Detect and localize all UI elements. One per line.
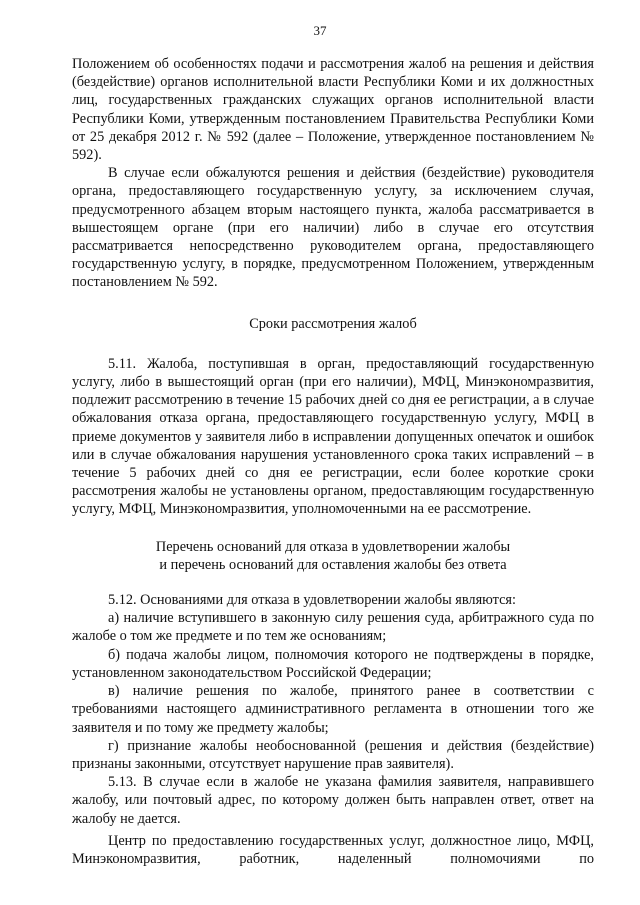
list-item-v: в) наличие решения по жалобе, принятого ранее в соответствии с требованиями настоящего административного регламента в отношении того же заявителя и по тому же предмету жалобы;: [72, 683, 594, 736]
paragraph-5-11: 5.11. Жалоба, поступившая в орган, предоставляющий государственную услугу, либо в вышестоящий орган (при его наличии), МФЦ, Минэкономразвития, подлежит рассмотрению в течение 15 рабочих дней со дня ее регистрации, а в случае обжалования отказа органа, предоставляющего государственную услугу, МФЦ в приеме документов у заявителя либо в исправлении допущенных опечаток и ошибок или в случае обжалования нарушения установленного срока таких исправлений – в течение 5 рабочих дней со дня ее регистрации, если более короткие сроки рассмотрения жалобы не установлены органом, предоставляющим государственную услугу, МФЦ, Минэкономразвития, уполномоченными на ее рассмотрение.: [72, 355, 594, 518]
page-number: 37: [313, 23, 327, 38]
paragraph-5-12: 5.12. Основаниями для отказа в удовлетворении жалобы являются:: [108, 592, 516, 609]
list-item-g: г) признание жалобы необоснованной (решения и действия (бездействие) признаны законными, отсутствует нарушение прав заявителя).: [72, 737, 594, 772]
page-body: [72, 55, 594, 868]
paragraph-appeal-head: В случае если обжалуются решения и действия (бездействие) руководителя органа, предоставляющего государственную услугу, за исключением случая, предусмотренного абзацем вторым настоящего пункта, жалоба рассматривается в вышестоящем органе (при его наличии) либо в случае его отсутствия рассматривается непосредственно руководителем органа, предоставляющего государственную услугу, в порядке, предусмотренном Положением, утвержденным постановлением № 592.: [72, 165, 594, 291]
heading-refusal-line-2: и перечень оснований для оставления жалобы без ответа: [159, 556, 507, 573]
heading-review-terms: Сроки рассмотрения жалоб: [249, 315, 417, 332]
list-item-a: а) наличие вступившего в законную силу решения суда, арбитражного суда по жалобе о том же предмете и по тем же основаниям;: [72, 610, 594, 645]
paragraph-center-officials: Центр по предоставлению государственных услуг, должностное лицо, МФЦ, Минэкономразвития, работник, наделенный полномочиями по: [72, 832, 594, 867]
paragraph-continuation: Положением об особенностях подачи и рассмотрения жалоб на решения и действия (бездействие) органов исполнительной власти Республики Коми и их должностных лиц, государственных гражданских служащих органов исполнительной власти Республики Коми, утвержденным постановлением Правительства Республики Коми от 25 декабря 2012 г. № 592 (далее – Положение, утвержденное постановлением № 592).: [72, 56, 594, 164]
paragraph-5-13: 5.13. В случае если в жалобе не указана фамилия заявителя, направившего жалобу, или почтовый адрес, по которому должен быть направлен ответ, ответ на жалобу не дается.: [72, 774, 594, 827]
heading-refusal-line-1: Перечень оснований для отказа в удовлетворении жалобы: [155, 538, 511, 555]
heading-refusal-grounds: [72, 538, 594, 574]
list-item-b: б) подача жалобы лицом, полномочия которого не подтверждены в порядке, установленном законодательством Российской Федерации;: [72, 646, 594, 681]
